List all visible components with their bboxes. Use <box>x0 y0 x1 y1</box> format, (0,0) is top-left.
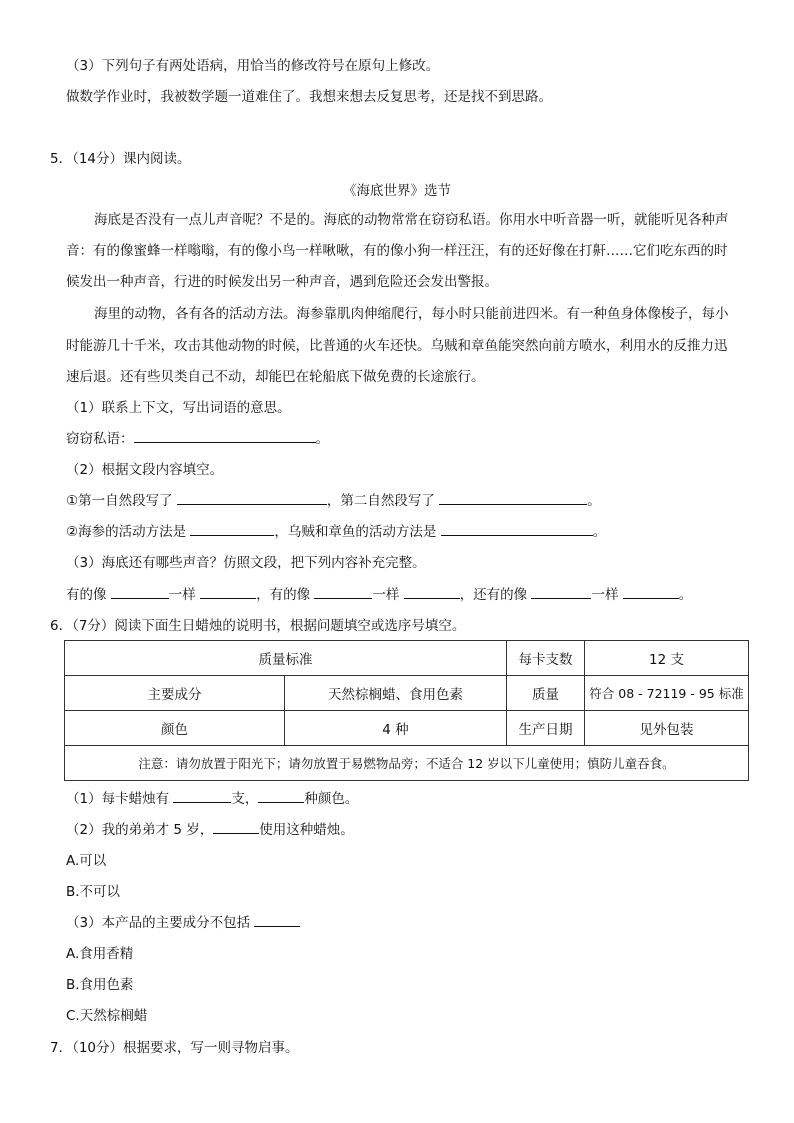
table-cell: 质量 <box>507 676 585 711</box>
table-cell: 见外包装 <box>585 711 749 746</box>
answer-blank[interactable] <box>531 586 591 599</box>
q6-sub2-option-b: B.不可以 <box>66 884 121 900</box>
answer-blank[interactable] <box>441 523 593 536</box>
passage-p1-line3: 候发出一种声音，行进的时候发出另一种声音，遇到危险还会发出警报。 <box>66 274 498 290</box>
table-cell: 颜色 <box>65 711 285 746</box>
answer-blank[interactable] <box>111 586 169 599</box>
answer-blank[interactable] <box>404 586 460 599</box>
candle-spec-table <box>64 640 749 781</box>
answer-blank[interactable] <box>254 914 300 927</box>
answer-blank[interactable] <box>134 430 316 443</box>
table-row <box>65 746 749 781</box>
table-row <box>65 676 749 711</box>
answer-blank[interactable] <box>439 492 587 505</box>
answer-blank[interactable] <box>200 586 256 599</box>
passage-p1-line1: 海底是否没有一点儿声音呢？不是的。海底的动物常常在窃窃私语。你用水中听音器一听，就能听见各种声 <box>94 212 729 228</box>
q6-sub3-option-b: B.食用色素 <box>66 977 134 993</box>
q7-header: 7．（10分）根据要求，写一则寻物启事。 <box>50 1040 299 1056</box>
q5-sub2-prompt: （2）根据文段内容填空。 <box>66 462 224 478</box>
q6-sub2: （2）我的弟弟才 5 岁， 使用这种蜡烛。 <box>66 822 354 838</box>
q6-sub3-option-c: C.天然棕榈蜡 <box>66 1008 148 1024</box>
answer-blank[interactable] <box>190 523 274 536</box>
q6-sub3: （3）本产品的主要成分不包括 <box>66 914 300 932</box>
answer-blank[interactable] <box>623 586 679 599</box>
q6-sub1: （1）每卡蜡烛有 支， 种颜色。 <box>66 791 359 807</box>
passage-p1-line2: 音：有的像蜜蜂一样嗡嗡，有的像小鸟一样啾啾，有的像小狗一样汪汪，有的还好像在打鼾……它们吃东西的时 <box>66 243 728 259</box>
table-note-cell: 注意：请勿放置于阳光下；请勿放置于易燃物品旁；不适合 12 岁以下儿童使用；慎防儿童吞食。 <box>65 746 749 781</box>
answer-blank[interactable] <box>258 790 304 803</box>
table-row <box>65 711 749 746</box>
q5-sub1-line: 窃窃私语： 。 <box>66 431 329 447</box>
table-cell: 主要成分 <box>65 676 285 711</box>
q5-sub3-line: 有的像 一样 ，有的像 一样 ，还有的像 一样 。 <box>66 587 693 603</box>
q5-sub2-line-b: ②海参的活动方法是 ，乌贼和章鱼的活动方法是 。 <box>66 524 607 540</box>
q6-header: 6．（7分）阅读下面生日蜡烛的说明书，根据问题填空或选序号填空。 <box>50 618 466 634</box>
table-cell: 4 种 <box>285 711 507 746</box>
table-cell: 12 支 <box>585 641 749 676</box>
passage-title: 《海底世界》选节 <box>343 183 451 199</box>
answer-blank[interactable] <box>177 492 327 505</box>
table-cell: 每卡支数 <box>507 641 585 676</box>
answer-blank[interactable] <box>173 790 231 803</box>
q5-header: 5．（14分）课内阅读。 <box>50 151 191 167</box>
q4-sub3-prompt: （3）下列句子有两处语病，用恰当的修改符号在原句上修改。 <box>66 58 440 74</box>
passage-p2-line1: 海里的动物，各有各的活动方法。海参靠肌肉伸缩爬行，每小时只能前进四米。有一种鱼身体像梭子，每小 <box>94 306 729 322</box>
q5-sub1-prompt: （1）联系上下文，写出词语的意思。 <box>66 400 291 416</box>
q6-sub3-option-a: A.食用香精 <box>66 946 134 962</box>
answer-blank[interactable] <box>314 586 372 599</box>
q4-sub3-sentence: 做数学作业时，我被数学题一道难住了。我想来想去反复思考，还是找不到思路。 <box>66 89 552 105</box>
table-cell: 天然棕榈蜡、食用色素 <box>285 676 507 711</box>
table-cell: 符合 08 - 72119 - 95 标准 <box>585 676 749 711</box>
passage-p2-line3: 速后退。还有些贝类自己不动，却能巴在轮船底下做免费的长途旅行。 <box>66 369 485 385</box>
answer-blank[interactable] <box>213 821 259 834</box>
q5-sub2-line-a: ①第一自然段写了 ，第二自然段写了 。 <box>66 493 601 509</box>
passage-p2-line2: 时能游几十千米，攻击其他动物的时候，比普通的火车还快。乌贼和章鱼能突然向前方喷水，利用水的反推力迅 <box>66 338 728 354</box>
table-cell: 生产日期 <box>507 711 585 746</box>
q6-sub2-option-a: A.可以 <box>66 853 107 869</box>
table-cell: 质量标准 <box>65 641 507 676</box>
q5-sub1-word: 窃窃私语： <box>66 431 134 447</box>
q5-sub3-prompt: （3）海底还有哪些声音？仿照文段，把下列内容补充完整。 <box>66 555 426 571</box>
table-row <box>65 641 749 676</box>
